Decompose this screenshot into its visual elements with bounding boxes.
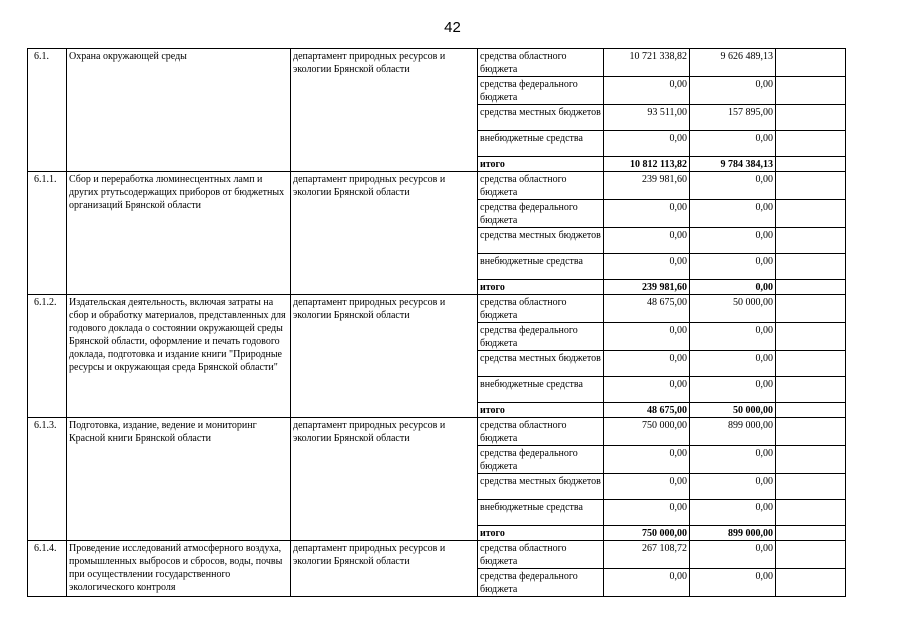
amount-year-1: 0,00: [604, 351, 690, 377]
amount-year-2: 0,00: [690, 200, 776, 228]
amount-year-2: 0,00: [690, 280, 776, 295]
funding-source: средства федерального бюджета: [478, 77, 604, 105]
amount-year-1: 0,00: [604, 569, 690, 597]
amount-year-3: [776, 77, 846, 105]
funding-source: средства областного бюджета: [478, 541, 604, 569]
funding-source: средства областного бюджета: [478, 49, 604, 77]
amount-year-2: 0,00: [690, 172, 776, 200]
funding-source: средства областного бюджета: [478, 418, 604, 446]
amount-year-2: 0,00: [690, 500, 776, 526]
amount-year-1: 93 511,00: [604, 105, 690, 131]
responsible-department: департамент природных ресурсов и экологии Брянской области: [291, 541, 478, 597]
amount-year-3: [776, 295, 846, 323]
amount-year-2: 0,00: [690, 131, 776, 157]
item-number: 6.1.: [28, 49, 67, 172]
funding-source: итого: [478, 157, 604, 172]
amount-year-2: 50 000,00: [690, 403, 776, 418]
responsible-department: департамент природных ресурсов и экологии Брянской области: [291, 418, 478, 541]
amount-year-1: 10 721 338,82: [604, 49, 690, 77]
amount-year-3: [776, 254, 846, 280]
amount-year-2: 157 895,00: [690, 105, 776, 131]
amount-year-3: [776, 200, 846, 228]
amount-year-3: [776, 131, 846, 157]
amount-year-2: 899 000,00: [690, 526, 776, 541]
funding-source: средства местных бюджетов: [478, 228, 604, 254]
table-row: [28, 295, 846, 323]
item-name: Охрана окружающей среды: [67, 49, 291, 172]
amount-year-1: 267 108,72: [604, 541, 690, 569]
responsible-department: департамент природных ресурсов и экологии Брянской области: [291, 172, 478, 295]
amount-year-1: 239 981,60: [604, 280, 690, 295]
amount-year-3: [776, 280, 846, 295]
amount-year-2: 9 626 489,13: [690, 49, 776, 77]
amount-year-3: [776, 49, 846, 77]
amount-year-1: 10 812 113,82: [604, 157, 690, 172]
amount-year-3: [776, 351, 846, 377]
amount-year-1: 0,00: [604, 254, 690, 280]
funding-source: средства областного бюджета: [478, 295, 604, 323]
amount-year-3: [776, 157, 846, 172]
item-name: Проведение исследований атмосферного воздуха, промышленных выбросов и сбросов, воды, почвы при осуществлении государственного экологического контроля: [67, 541, 291, 597]
table-row: [28, 418, 846, 446]
amount-year-2: 0,00: [690, 228, 776, 254]
amount-year-3: [776, 418, 846, 446]
funding-source: итого: [478, 403, 604, 418]
amount-year-2: 0,00: [690, 377, 776, 403]
amount-year-3: [776, 403, 846, 418]
funding-source: средства федерального бюджета: [478, 446, 604, 474]
amount-year-1: 0,00: [604, 446, 690, 474]
amount-year-3: [776, 474, 846, 500]
page-number: 42: [444, 19, 461, 36]
amount-year-2: 899 000,00: [690, 418, 776, 446]
funding-source: средства федерального бюджета: [478, 569, 604, 597]
amount-year-3: [776, 526, 846, 541]
amount-year-3: [776, 541, 846, 569]
funding-source: средства местных бюджетов: [478, 351, 604, 377]
responsible-department: департамент природных ресурсов и экологии Брянской области: [291, 295, 478, 418]
amount-year-1: 239 981,60: [604, 172, 690, 200]
amount-year-2: 0,00: [690, 541, 776, 569]
funding-source: внебюджетные средства: [478, 131, 604, 157]
funding-source: средства федерального бюджета: [478, 323, 604, 351]
budget-table: [27, 48, 846, 597]
amount-year-3: [776, 323, 846, 351]
item-number: 6.1.1.: [28, 172, 67, 295]
amount-year-3: [776, 569, 846, 597]
table-row: [28, 172, 846, 200]
table-row: [28, 49, 846, 77]
funding-source: средства федерального бюджета: [478, 200, 604, 228]
amount-year-1: 0,00: [604, 131, 690, 157]
amount-year-1: 750 000,00: [604, 418, 690, 446]
amount-year-2: 0,00: [690, 77, 776, 105]
amount-year-1: 0,00: [604, 500, 690, 526]
item-name: Подготовка, издание, ведение и мониторинг Красной книги Брянской области: [67, 418, 291, 541]
amount-year-2: 0,00: [690, 474, 776, 500]
funding-source: внебюджетные средства: [478, 377, 604, 403]
amount-year-3: [776, 228, 846, 254]
item-name: Сбор и переработка люминесцентных ламп и других ртутьсодержащих приборов от бюджетных организаций Брянской области: [67, 172, 291, 295]
amount-year-2: 0,00: [690, 254, 776, 280]
amount-year-1: 48 675,00: [604, 403, 690, 418]
amount-year-2: 0,00: [690, 323, 776, 351]
amount-year-2: 50 000,00: [690, 295, 776, 323]
amount-year-1: 0,00: [604, 200, 690, 228]
funding-source: средства местных бюджетов: [478, 105, 604, 131]
amount-year-1: 750 000,00: [604, 526, 690, 541]
funding-source: внебюджетные средства: [478, 254, 604, 280]
amount-year-1: 0,00: [604, 377, 690, 403]
responsible-department: департамент природных ресурсов и экологии Брянской области: [291, 49, 478, 172]
amount-year-1: 0,00: [604, 323, 690, 351]
amount-year-1: 0,00: [604, 228, 690, 254]
amount-year-2: 0,00: [690, 569, 776, 597]
item-name: Издательская деятельность, включая затраты на сбор и обработку материалов, представленных для годового доклада о состоянии окружающей среды Брянской области, оформление и печать годового доклада, подготовка и издание книги "Природные ресурсы и окружающая среда Брянской области": [67, 295, 291, 418]
amount-year-2: 0,00: [690, 446, 776, 474]
funding-source: средства местных бюджетов: [478, 474, 604, 500]
item-number: 6.1.3.: [28, 418, 67, 541]
amount-year-3: [776, 500, 846, 526]
funding-source: итого: [478, 280, 604, 295]
item-number: 6.1.4.: [28, 541, 67, 597]
amount-year-3: [776, 377, 846, 403]
amount-year-3: [776, 105, 846, 131]
amount-year-2: 0,00: [690, 351, 776, 377]
funding-source: средства областного бюджета: [478, 172, 604, 200]
item-number: 6.1.2.: [28, 295, 67, 418]
amount-year-2: 9 784 384,13: [690, 157, 776, 172]
amount-year-1: 48 675,00: [604, 295, 690, 323]
amount-year-1: 0,00: [604, 474, 690, 500]
table-row: [28, 541, 846, 569]
amount-year-1: 0,00: [604, 77, 690, 105]
amount-year-3: [776, 172, 846, 200]
funding-source: внебюджетные средства: [478, 500, 604, 526]
funding-source: итого: [478, 526, 604, 541]
amount-year-3: [776, 446, 846, 474]
